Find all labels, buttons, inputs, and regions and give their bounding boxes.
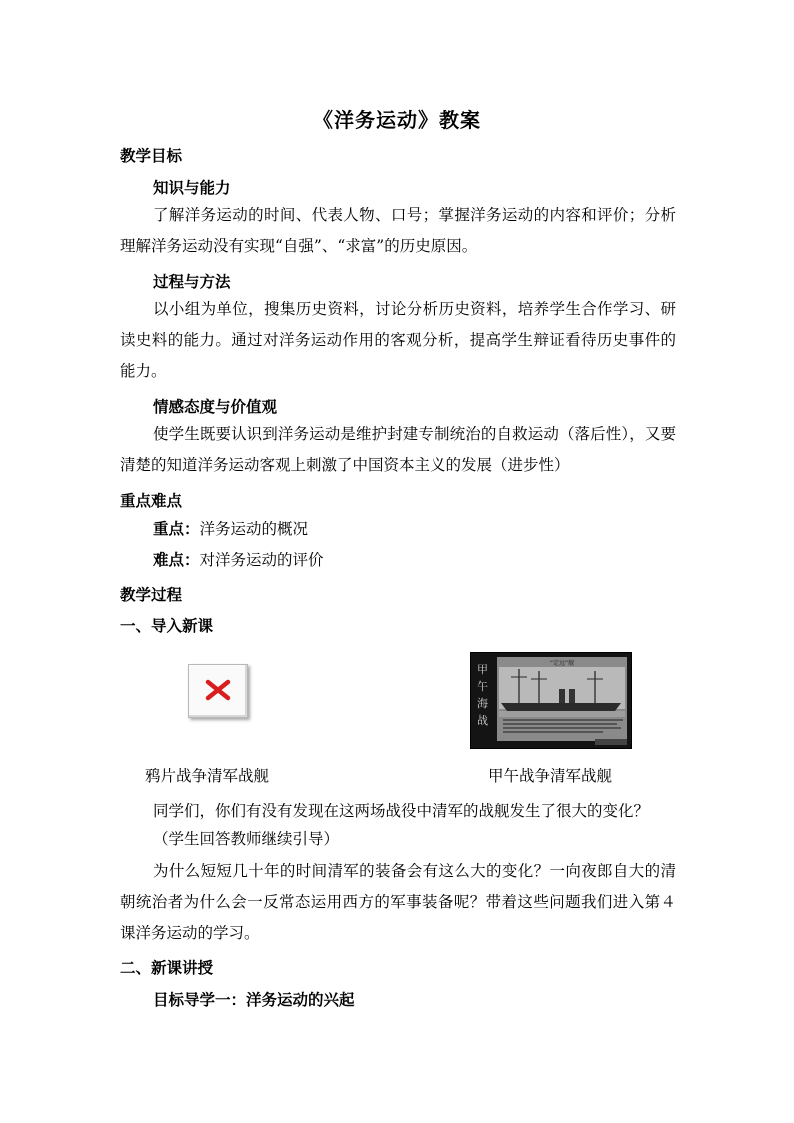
ship-side-text-3: 海 <box>477 697 488 710</box>
broken-image-icon <box>188 664 248 718</box>
heading-intro: 一、导入新课 <box>120 616 214 635</box>
heading-key-points: 重点难点 <box>120 491 183 510</box>
ship-title: “定远”舰 <box>549 660 575 667</box>
key-point-text: 洋务运动的概况 <box>199 520 309 538</box>
heading-knowledge: 知识与能力 <box>153 178 231 197</box>
page-title: 《洋务运动》教案 <box>313 108 481 132</box>
ship-side-text-4: 战 <box>477 714 488 727</box>
heading-goal-1: 目标导学一：洋务运动的兴起 <box>153 990 355 1009</box>
key-point-line <box>153 513 308 545</box>
paragraph-emotion: 使学生既要认识到洋务运动是维护封建专制统治的自救运动（落后性），又要清楚的知道洋务运动客观上刺激了中国资本主义的发展（进步性） <box>120 425 676 474</box>
paragraph-question-1-note: （学生回答教师继续引导） <box>153 830 340 848</box>
paragraph-process-method: 以小组为单位，搜集历史资料，讨论分析历史资料，培养学生合作学习、研读史料的能力。通过对洋务运动作用的客观分析，提高学生辩证看待历史事件的能力。 <box>120 300 676 380</box>
caption-left: 鸦片战争清军战舰 <box>145 767 270 785</box>
difficult-point-text: 对洋务运动的评价 <box>199 551 324 569</box>
paragraph-knowledge: 了解洋务运动的时间、代表人物、口号；掌握洋务运动的内容和评价；分析理解洋务运动没有实现“自强”、“求富”的历史原因。 <box>120 206 676 255</box>
ship-side-text-1: 甲 <box>477 663 488 676</box>
paragraph-question-2: 为什么短短几十年的时间清军的装备会有这么大的变化？一向夜郎自大的清朝统治者为什么会一反常态运用西方的军事装备呢？带着这些问题我们进入第４课洋务运动的学习。 <box>120 862 676 942</box>
heading-teaching-goals: 教学目标 <box>120 146 183 165</box>
difficult-point-line <box>153 544 324 576</box>
heading-new-lesson: 二、新课讲授 <box>120 958 214 977</box>
caption-right: 甲午战争清军战舰 <box>488 767 613 785</box>
heading-emotion: 情感态度与价值观 <box>153 397 278 416</box>
red-x-icon <box>204 677 232 703</box>
key-point-label: 重点： <box>153 519 200 538</box>
heading-teaching-process: 教学过程 <box>120 585 183 604</box>
heading-process-method: 过程与方法 <box>153 272 231 291</box>
difficult-point-label: 难点： <box>153 550 200 569</box>
paragraph-question-1: 同学们，你们有没有发现在这两场战役中清军的战舰发生了很大的变化？ <box>153 802 650 820</box>
ship-photo <box>470 652 632 749</box>
ship-side-text-2: 午 <box>477 680 488 693</box>
